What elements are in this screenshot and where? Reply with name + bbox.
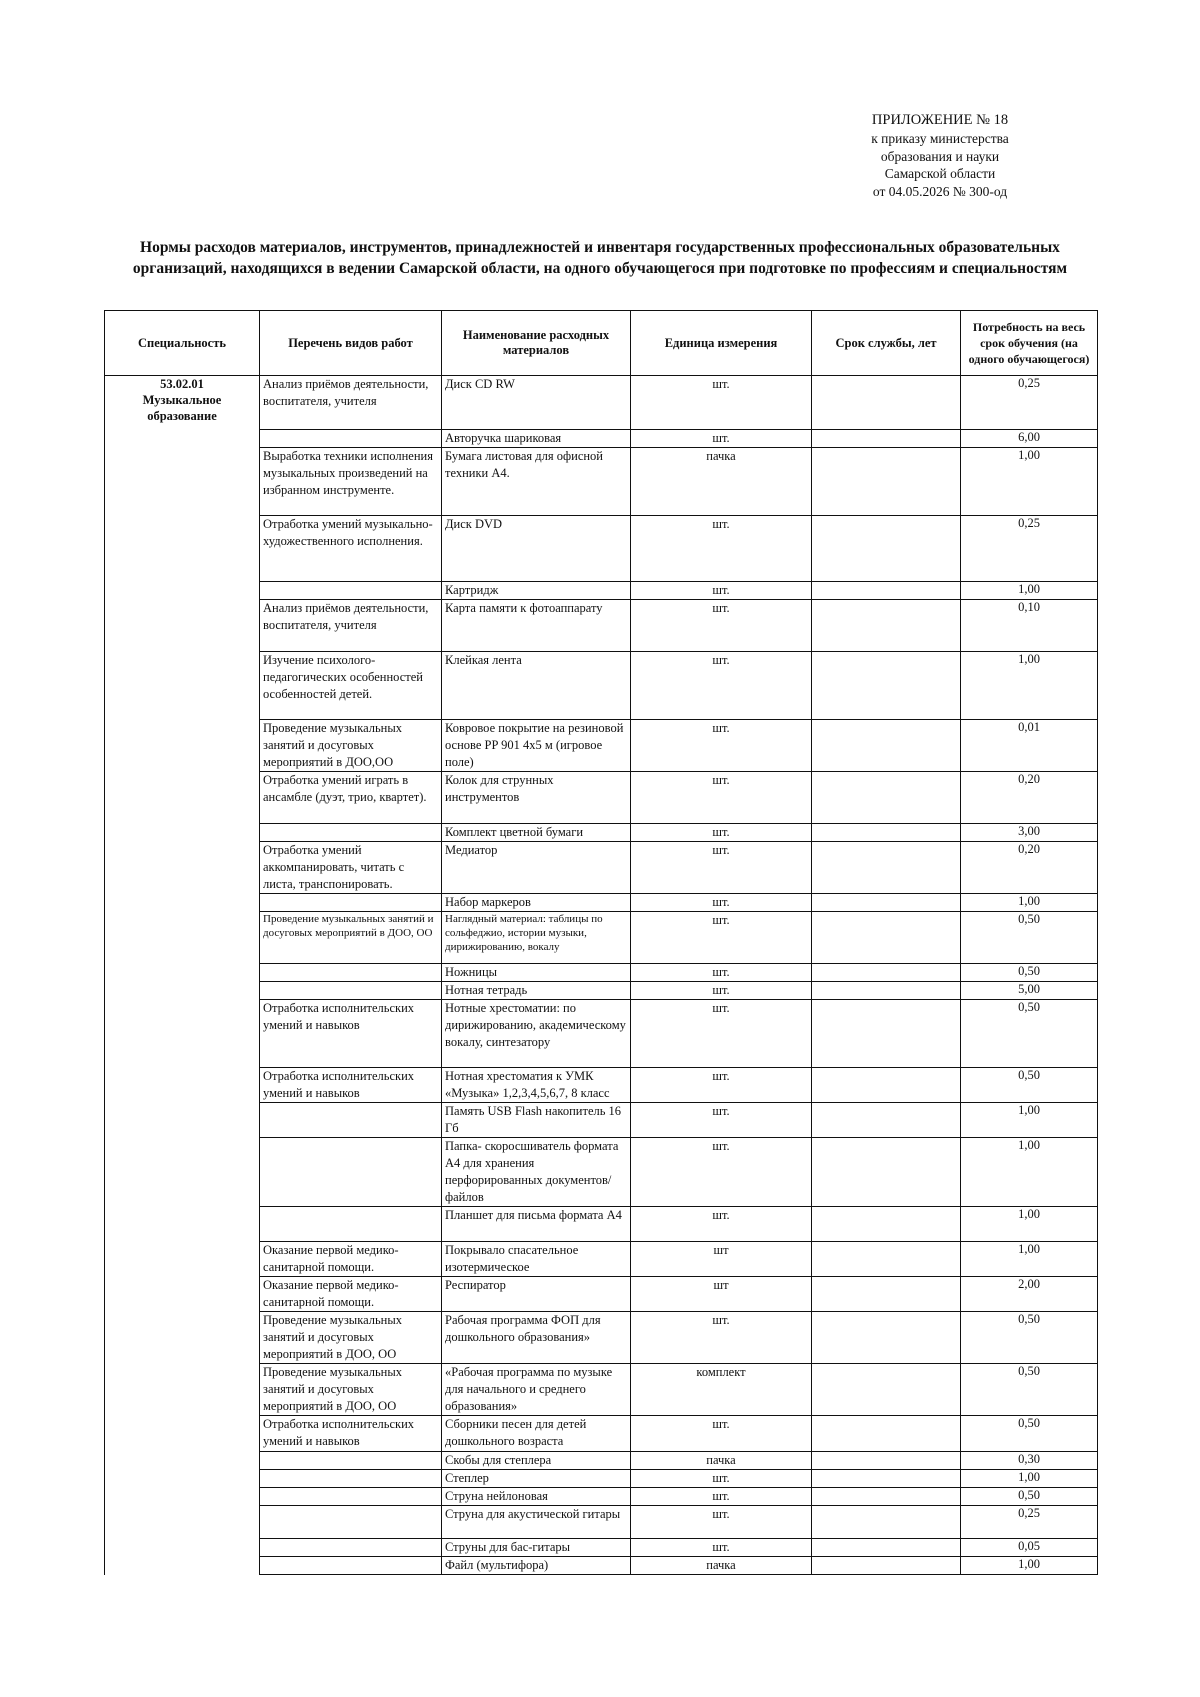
appendix-date-line: от 04.05.2026 № 300-од [872,183,1008,199]
unit-cell: шт. [631,600,812,652]
appendix-header [790,110,1090,200]
material-cell: Нотные хрестоматии: по дирижированию, академическому вокалу, синтезатору [442,1000,631,1068]
header-specialty: Специальность [105,311,260,376]
need-cell: 1,00 [961,1103,1098,1138]
need-cell: 1,00 [961,1242,1098,1277]
material-cell: Струна нейлоновая [442,1488,631,1506]
need-cell: 2,00 [961,1277,1098,1312]
material-cell: Медиатор [442,842,631,894]
material-cell: Авторучка шариковая [442,430,631,448]
material-cell: Комплект цветной бумаги [442,824,631,842]
term-cell [812,1068,961,1103]
material-cell: Диск CD RW [442,376,631,430]
term-cell [812,1312,961,1364]
unit-cell: шт. [631,1068,812,1103]
norms-table [104,310,1098,1575]
unit-cell: шт. [631,1138,812,1207]
unit-cell: шт. [631,376,812,430]
unit-cell: шт. [631,982,812,1000]
need-cell: 0,50 [961,964,1098,982]
need-cell: 0,05 [961,1539,1098,1557]
term-cell [812,720,961,772]
unit-cell: шт. [631,430,812,448]
need-cell: 0,01 [961,720,1098,772]
need-cell: 5,00 [961,982,1098,1000]
unit-cell: шт. [631,772,812,824]
need-cell: 1,00 [961,652,1098,720]
specialty-cell [105,376,260,1575]
term-cell [812,1416,961,1452]
term-cell [812,430,961,448]
term-cell [812,582,961,600]
term-cell [812,1103,961,1138]
material-cell: Картридж [442,582,631,600]
unit-cell: шт. [631,1470,812,1488]
work-cell: Оказание первой медико-санитарной помощи. [260,1242,442,1277]
unit-cell: шт. [631,1000,812,1068]
unit-cell: шт. [631,1207,812,1242]
unit-cell: шт. [631,1416,812,1452]
document-title: Нормы расходов материалов, инструментов, принадлежностей и инвентаря государственных профессиональных образовательных организаций, находящихся в ведении Самарской области, на одного обучающегося при подготовке по профессиям и специальностям [132,239,1068,277]
specialty-code: 53.02.01 [160,377,204,391]
work-cell [260,894,442,912]
table-row [105,376,1098,430]
need-cell: 1,00 [961,1557,1098,1575]
work-cell: Отработка исполнительских умений и навыков [260,1068,442,1103]
work-cell: Изучение психолого-педагогических особенностей особенностей детей. [260,652,442,720]
unit-cell: пачка [631,1557,812,1575]
term-cell [812,1470,961,1488]
material-cell: Планшет для письма формата А4 [442,1207,631,1242]
work-cell [260,1470,442,1488]
term-cell [812,1242,961,1277]
need-cell: 0,50 [961,1488,1098,1506]
need-cell: 6,00 [961,430,1098,448]
term-cell [812,1207,961,1242]
work-cell [260,430,442,448]
term-cell [812,448,961,516]
need-cell: 0,25 [961,1506,1098,1539]
term-cell [812,652,961,720]
need-cell: 0,50 [961,1416,1098,1452]
unit-cell: шт [631,1242,812,1277]
need-cell: 1,00 [961,1470,1098,1488]
unit-cell: шт. [631,1506,812,1539]
unit-cell: шт. [631,1539,812,1557]
material-cell: Клейкая лента [442,652,631,720]
term-cell [812,982,961,1000]
material-cell: Файл (мультифора) [442,1557,631,1575]
material-cell: Струна для акустической гитары [442,1506,631,1539]
need-cell: 1,00 [961,1207,1098,1242]
work-cell: Анализ приёмов деятельности, воспитателя, учителя [260,600,442,652]
term-cell [812,600,961,652]
work-cell: Отработка исполнительских умений и навыков [260,1000,442,1068]
material-cell: «Рабочая программа по музыке для начального и среднего образования» [442,1364,631,1416]
unit-cell: шт. [631,720,812,772]
term-cell [812,894,961,912]
work-cell: Отработка исполнительских умений и навыков [260,1416,442,1452]
appendix-order-line: к приказу министерства [871,131,1009,146]
header-term: Срок службы, лет [812,311,961,376]
need-cell: 1,00 [961,894,1098,912]
term-cell [812,912,961,964]
need-cell: 0,20 [961,842,1098,894]
work-cell [260,1103,442,1138]
need-cell: 0,25 [961,376,1098,430]
unit-cell: пачка [631,1452,812,1470]
work-cell [260,1557,442,1575]
term-cell [812,516,961,582]
unit-cell: шт. [631,824,812,842]
material-cell: Набор маркеров [442,894,631,912]
material-cell: Нотная хрестоматия к УМК «Музыка» 1,2,3,4,5,6,7, 8 класс [442,1068,631,1103]
work-cell: Отработка умений аккомпанировать, читать с листа, транспонировать. [260,842,442,894]
work-cell [260,1138,442,1207]
unit-cell: пачка [631,448,812,516]
material-cell: Нотная тетрадь [442,982,631,1000]
term-cell [812,376,961,430]
unit-cell: комплект [631,1364,812,1416]
work-cell [260,982,442,1000]
work-cell [260,1539,442,1557]
material-cell: Ковровое покрытие на резиновой основе PP 901 4x5 м (игровое поле) [442,720,631,772]
work-cell: Проведение музыкальных занятий и досуговых мероприятий в ДОО, ОО [260,1364,442,1416]
unit-cell: шт. [631,1488,812,1506]
material-cell: Рабочая программа ФОП для дошкольного образования» [442,1312,631,1364]
material-cell: Карта памяти к фотоаппарату [442,600,631,652]
work-cell: Проведение музыкальных занятий и досуговых мероприятий в ДОО,ОО [260,720,442,772]
need-cell: 1,00 [961,1138,1098,1207]
term-cell [812,1000,961,1068]
term-cell [812,824,961,842]
material-cell: Бумага листовая для офисной техники А4. [442,448,631,516]
work-cell: Проведение музыкальных занятий и досуговых мероприятий в ДОО, ОО [260,912,442,964]
work-cell: Отработка умений играть в ансамбле (дуэт, трио, квартет). [260,772,442,824]
material-cell: Наглядный материал: таблицы по сольфеджио, истории музыки, дирижированию, вокалу [442,912,631,964]
work-cell [260,824,442,842]
work-cell: Оказание первой медико-санитарной помощи. [260,1277,442,1312]
unit-cell: шт. [631,912,812,964]
appendix-number: ПРИЛОЖЕНИЕ № 18 [871,112,1009,128]
need-cell: 0,50 [961,1000,1098,1068]
need-cell: 1,00 [961,448,1098,516]
unit-cell: шт. [631,516,812,582]
material-cell: Диск DVD [442,516,631,582]
material-cell: Степлер [442,1470,631,1488]
work-cell [260,1452,442,1470]
material-cell: Колок для струнных инструментов [442,772,631,824]
unit-cell: шт. [631,582,812,600]
term-cell [812,964,961,982]
work-cell [260,582,442,600]
need-cell: 0,50 [961,912,1098,964]
unit-cell: шт. [631,894,812,912]
material-cell: Ножницы [442,964,631,982]
work-cell [260,1207,442,1242]
material-cell: Респиратор [442,1277,631,1312]
work-cell: Отработка умений музыкально-художественного исполнения. [260,516,442,582]
term-cell [812,1138,961,1207]
term-cell [812,1539,961,1557]
appendix-ministry-line: образования и науки [880,148,1000,164]
need-cell: 0,50 [961,1068,1098,1103]
term-cell [812,1452,961,1470]
unit-cell: шт. [631,842,812,894]
header-works: Перечень видов работ [260,311,442,376]
need-cell: 0,50 [961,1312,1098,1364]
material-cell: Скобы для степлера [442,1452,631,1470]
term-cell [812,842,961,894]
need-cell: 0,20 [961,772,1098,824]
need-cell: 0,50 [961,1364,1098,1416]
material-cell: Память USB Flash накопитель 16 Гб [442,1103,631,1138]
term-cell [812,1506,961,1539]
material-cell: Сборники песен для детей дошкольного возраста [442,1416,631,1452]
header-need: Потребность на весь срок обучения (на одного обучающегося) [961,311,1098,376]
term-cell [812,1488,961,1506]
unit-cell: шт. [631,652,812,720]
work-cell: Анализ приёмов деятельности, воспитателя, учителя [260,376,442,430]
unit-cell: шт. [631,964,812,982]
work-cell [260,1488,442,1506]
need-cell: 3,00 [961,824,1098,842]
material-cell: Папка- скоросшиватель формата А4 для хранения перфорированных документов/файлов [442,1138,631,1207]
term-cell [812,1277,961,1312]
material-cell: Струны для бас-гитары [442,1539,631,1557]
work-cell [260,964,442,982]
table-header-row [105,311,1098,376]
material-cell: Покрывало спасательное изотермическое [442,1242,631,1277]
term-cell [812,772,961,824]
work-cell [260,1506,442,1539]
term-cell [812,1557,961,1575]
need-cell: 0,10 [961,600,1098,652]
need-cell: 1,00 [961,582,1098,600]
need-cell: 0,25 [961,516,1098,582]
term-cell [812,1364,961,1416]
work-cell: Проведение музыкальных занятий и досуговых мероприятий в ДОО, ОО [260,1312,442,1364]
appendix-region-line: Самарской области [884,166,996,181]
need-cell: 0,30 [961,1452,1098,1470]
unit-cell: шт. [631,1103,812,1138]
header-unit: Единица измерения [631,311,812,376]
specialty-name: Музыкальное образование [142,393,222,423]
header-material: Наименование расходных материалов [442,311,631,376]
unit-cell: шт [631,1277,812,1312]
unit-cell: шт. [631,1312,812,1364]
work-cell: Выработка техники исполнения музыкальных произведений на избранном инструменте. [260,448,442,516]
